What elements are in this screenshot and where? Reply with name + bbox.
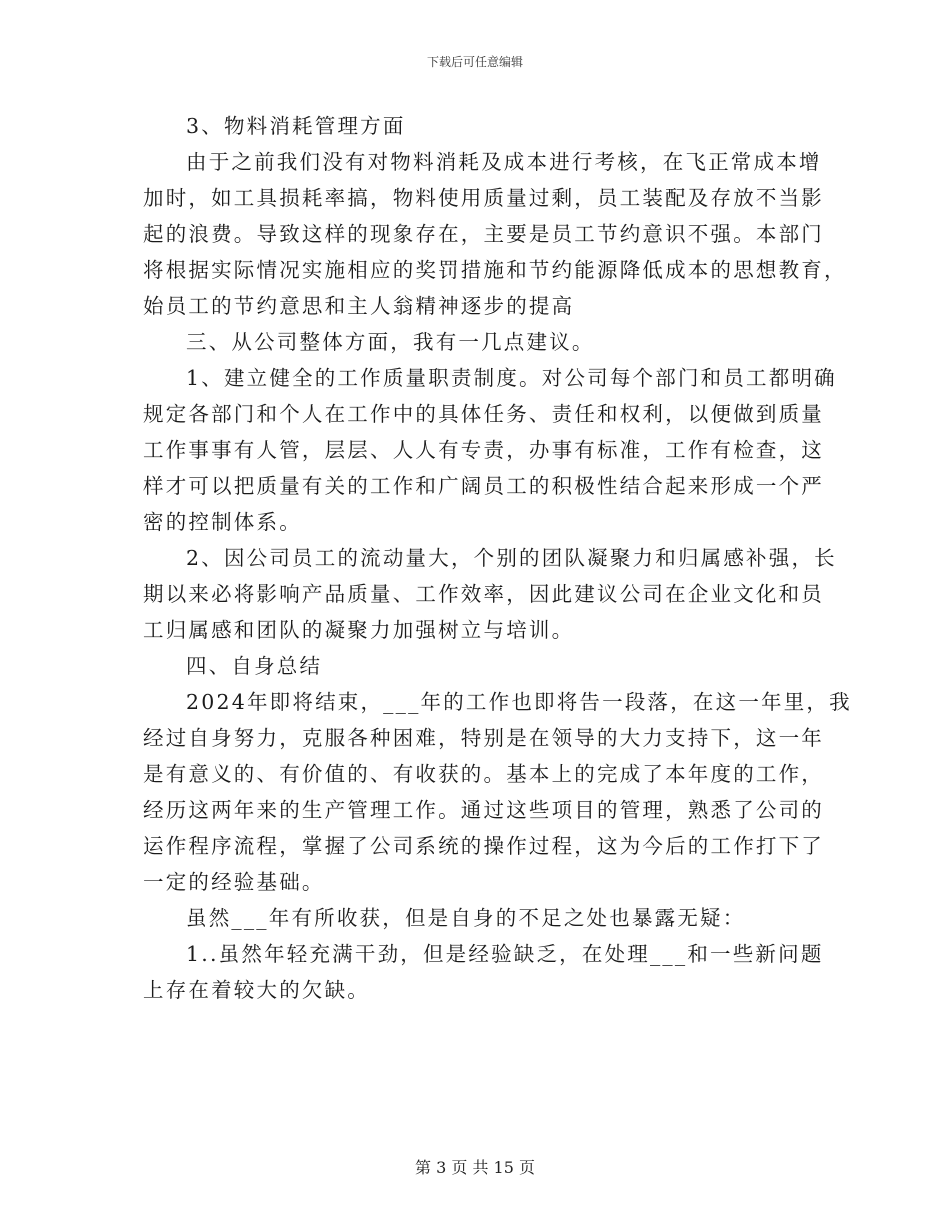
paragraph-line: 规定各部门和个人在工作中的具体任务、责任和权利，以便做到质量 — [143, 402, 824, 426]
document-body — [143, 108, 852, 1008]
paragraph-line: 1、建立健全的工作质量职责制度。对公司每个部门和员工都明确 — [186, 366, 837, 390]
paragraph-line: 运作程序流程，掌握了公司系统的操作过程，这为今后的工作打下了 — [143, 834, 824, 858]
paragraph-line: 加时，如工具损耗率搞，物料使用质量过剩，员工装配及存放不当影 — [143, 186, 824, 210]
paragraph-line: 虽然___年有所收获，但是自身的不足之处也暴露无疑： — [186, 906, 746, 930]
paragraph-line: 是有意义的、有价值的、有收获的。基本上的完成了本年度的工作， — [143, 762, 824, 786]
paragraph-line: 始员工的节约意思和主人翁精神逐步的提高 — [143, 294, 575, 318]
paragraph-line: 工归属感和团队的凝聚力加强树立与培训。 — [143, 618, 575, 642]
paragraph-line: 将根据实际情况实施相应的奖罚措施和节约能源降低成本的思想教育， — [143, 258, 847, 282]
paragraph-line: 工作事事有人管，层层、人人有专责，办事有标准，工作有检查，这 — [143, 438, 824, 462]
paragraph-line: 样才可以把质量有关的工作和广阔员工的积极性结合起来形成一个严 — [143, 474, 824, 498]
paragraph-line: 经历这两年来的生产管理工作。通过这些项目的管理，熟悉了公司的 — [143, 798, 824, 822]
paragraph-line: 起的浪费。导致这样的现象存在，主要是员工节约意识不强。本部门 — [143, 222, 824, 246]
paragraph-line: 期以来必将影响产品质量、工作效率，因此建议公司在企业文化和员 — [143, 582, 824, 606]
page-number: 第 3 页 共 15 页 — [415, 1158, 535, 1177]
section-heading-self-summary: 四、自身总结 — [186, 654, 323, 678]
page-header: 下载后可任意编辑 — [426, 55, 523, 69]
paragraph-line: 一定的经验基础。 — [143, 870, 325, 894]
paragraph-line: 2024年即将结束，___年的工作也即将告一段落，在这一年里，我 — [186, 690, 852, 714]
paragraph-line: 1..虽然年轻充满干劲，但是经验缺乏，在处理___和一些新问题 — [186, 942, 824, 966]
paragraph-line: 上存在着较大的欠缺。 — [143, 978, 370, 1002]
paragraph-line: 由于之前我们没有对物料消耗及成本进行考核，在飞正常成本增 — [186, 150, 822, 174]
paragraph-line: 2、因公司员工的流动量大，个别的团队凝聚力和归属感补强，长 — [186, 546, 837, 570]
paragraph-line: 密的控制体系。 — [143, 510, 302, 534]
section-heading-suggestions: 三、从公司整体方面，我有一几点建议。 — [186, 330, 595, 354]
section-heading-material: 3、物料消耗管理方面 — [186, 114, 406, 138]
paragraph-line: 经过自身努力，克服各种困难，特别是在领导的大力支持下，这一年 — [143, 726, 824, 750]
